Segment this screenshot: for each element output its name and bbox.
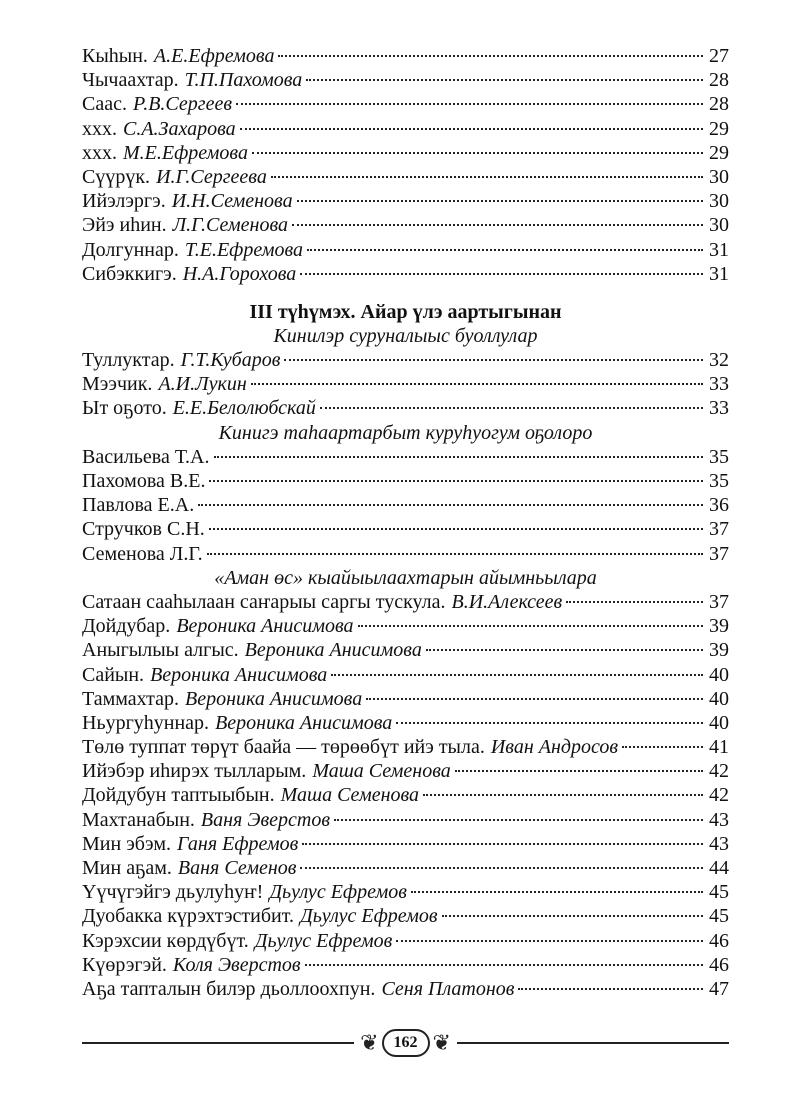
dot-leader [518, 988, 703, 990]
entry-page-number: 27 [709, 45, 729, 67]
entry-title: Павлова Е.А. [82, 494, 195, 517]
toc-entry [82, 372, 729, 396]
toc-entry [82, 953, 729, 977]
toc-entry [82, 262, 729, 286]
entry-author: Ваня Семенов [177, 857, 297, 879]
entry-title: Таммахтар. [82, 687, 180, 710]
entry-title: Стручков С.Н. [82, 518, 205, 541]
subsection-heading-contest-winners: «Аман өс» кыайыылаахтарын айымньылара [214, 566, 597, 589]
entry-page-number: 39 [709, 615, 729, 638]
entry-page-number: 40 [709, 711, 729, 734]
toc-entry [82, 880, 729, 904]
entry-title: Кэрэхсии көрдүбүт. [82, 929, 249, 952]
toc-list-book-authors [82, 445, 729, 566]
entry-page-number: 42 [709, 760, 729, 783]
dot-leader [292, 224, 703, 226]
entry-title: Ыт оҕото. [82, 397, 167, 420]
toc-entry [82, 445, 729, 469]
entry-page-number: 47 [709, 977, 729, 1000]
dot-leader [622, 746, 703, 748]
entry-title: Сибэккигэ. [82, 262, 177, 285]
dot-leader [306, 79, 703, 81]
toc-entry [82, 165, 729, 189]
toc-entry [82, 977, 729, 1001]
entry-author: Ваня Эверстов [200, 808, 331, 831]
entry-title: Төлө туппат төрүт баайа — төрөөбүт ийэ тыла. [82, 736, 485, 759]
toc-entry [82, 735, 729, 759]
toc-entry [82, 687, 729, 711]
dot-leader [334, 819, 703, 821]
dot-leader [209, 528, 703, 530]
toc-entry [82, 517, 729, 541]
toc-entry [82, 590, 729, 614]
entry-title: ххх. [82, 117, 117, 140]
dot-leader [331, 674, 703, 676]
entry-page-number: 35 [709, 445, 729, 468]
toc-entry [82, 117, 729, 141]
toc-entry [82, 348, 729, 372]
toc-entry [82, 638, 729, 662]
entry-page-number: 33 [709, 373, 729, 396]
dot-leader [278, 55, 703, 57]
ornament-right-icon: ❦ [432, 1030, 451, 1055]
dot-leader [423, 794, 703, 796]
entry-author: Сеня Платонов [381, 977, 515, 1000]
dot-leader [358, 625, 703, 627]
toc-entry [82, 711, 729, 735]
dot-leader [366, 698, 703, 700]
entry-page-number: 30 [709, 214, 729, 237]
entry-author: Коля Эверстов [172, 953, 301, 976]
toc-list-journalists [82, 348, 729, 421]
toc-entry [82, 44, 729, 68]
entry-page-number: 45 [709, 881, 729, 904]
entry-page-number: 31 [709, 262, 729, 285]
entry-title: Дойдубун таптыыбын. [82, 784, 275, 807]
table-of-contents [82, 44, 729, 1001]
entry-author: В.И.Алексеев [451, 590, 563, 613]
entry-title: Мээчик. [82, 373, 153, 396]
entry-page-number: 30 [709, 165, 729, 188]
entry-author: Дьулус Ефремов [299, 905, 438, 928]
toc-entry [82, 469, 729, 493]
entry-title: Пахомова В.Е. [82, 470, 206, 492]
dot-leader [426, 649, 703, 651]
dot-leader [455, 770, 703, 772]
entry-title: Мин эбэм. [82, 832, 172, 855]
entry-title: ххх. [82, 141, 117, 164]
entry-title: Семенова Л.Г. [82, 542, 203, 565]
entry-title: Аҕа тапталын билэр дьоллоохпун. [82, 977, 376, 1000]
subsection-heading-book-authors: Кинигэ таһаартарбыт куруһуогум оҕолоро [218, 421, 593, 444]
dot-leader [305, 964, 703, 966]
dot-leader [302, 843, 703, 845]
entry-page-number: 33 [709, 397, 729, 420]
toc-entry [82, 929, 729, 953]
entry-title: Саас. [82, 93, 127, 116]
toc-entry [82, 238, 729, 262]
dot-leader [251, 383, 703, 385]
entry-author: А.И.Лукин [158, 373, 247, 396]
entry-title: Эйэ иһин. [82, 214, 167, 237]
entry-title: Үүчүгэйгэ дьулуһуҥ! [82, 881, 264, 904]
entry-page-number: 37 [709, 542, 729, 565]
entry-author: Н.А.Горохова [182, 262, 297, 285]
entry-title: Дойдубар. [82, 615, 171, 638]
toc-entry [82, 141, 729, 165]
entry-page-number: 40 [709, 663, 729, 686]
entry-title: Ньургуһуннар. [82, 711, 210, 734]
toc-entry [82, 832, 729, 856]
entry-page-number: 39 [709, 639, 729, 662]
entry-page-number: 29 [709, 141, 729, 164]
entry-author: Ганя Ефремов [177, 832, 299, 855]
entry-page-number: 46 [709, 929, 729, 952]
subsection-heading-journalists: Кинилэр суруналыыс буоллулар [273, 324, 538, 347]
toc-entry [82, 189, 729, 213]
dot-leader [198, 504, 703, 506]
entry-page-number: 37 [709, 590, 729, 613]
toc-entry [82, 213, 729, 237]
entry-page-number: 42 [709, 784, 729, 807]
entry-title: Кыһын. [82, 45, 148, 67]
section-title: III түһүмэх. Айар үлэ аартыгынан [249, 300, 562, 323]
entry-author: Г.Т.Кубаров [180, 349, 281, 372]
entry-page-number: 45 [709, 905, 729, 928]
dot-leader [320, 407, 703, 409]
entry-title: Мин аҕам. [82, 857, 172, 879]
entry-author: Иван Андросов [490, 736, 619, 759]
entry-author: Дьулус Ефремов [254, 929, 393, 952]
entry-page-number: 36 [709, 494, 729, 517]
entry-author: Дьулус Ефремов [269, 881, 407, 904]
entry-page-number: 35 [709, 470, 729, 492]
toc-entry [82, 904, 729, 928]
entry-author: Вероника Анисимова [244, 639, 422, 662]
dot-leader [240, 128, 703, 130]
dot-leader [236, 103, 703, 105]
footer-rule-right [457, 1042, 729, 1044]
dot-leader [252, 152, 703, 154]
dot-leader [209, 480, 703, 482]
toc-entry [82, 493, 729, 517]
entry-page-number: 46 [709, 953, 729, 976]
entry-title: Сайын. [82, 663, 145, 686]
entry-title: Васильева Т.А. [82, 445, 210, 468]
dot-leader [442, 915, 703, 917]
entry-author: Вероника Анисимова [215, 711, 393, 734]
entry-title: Дуобакка күрэхтэстибит. [82, 905, 294, 928]
entry-page-number: 44 [709, 857, 729, 879]
toc-entry [82, 856, 729, 880]
dot-leader [300, 867, 703, 869]
footer-rule-left [82, 1042, 354, 1044]
entry-title: Чычаахтар. [82, 69, 179, 92]
entry-author: И.Н.Семенова [171, 190, 293, 213]
toc-entry [82, 759, 729, 783]
dot-leader [307, 249, 703, 251]
entry-title: Ийэбэр иһирэх тылларым. [82, 760, 307, 783]
entry-author: Вероника Анисимова [176, 615, 354, 638]
entry-page-number: 40 [709, 687, 729, 710]
entry-title: Махтанабын. [82, 808, 195, 831]
toc-entry [82, 614, 729, 638]
toc-entry [82, 808, 729, 832]
entry-title: Туллуктар. [82, 349, 175, 372]
entry-author: М.Е.Ефремова [123, 141, 248, 164]
toc-entry [82, 783, 729, 807]
entry-page-number: 29 [709, 117, 729, 140]
entry-author: Т.Е.Ефремова [184, 238, 304, 261]
entry-title: Долгуннар. [82, 238, 179, 261]
toc-list-top [82, 44, 729, 286]
toc-entry [82, 542, 729, 566]
toc-entry [82, 68, 729, 92]
dot-leader [214, 456, 704, 458]
toc-entry [82, 92, 729, 116]
entry-page-number: 28 [709, 69, 729, 92]
dot-leader [300, 273, 703, 275]
entry-page-number: 43 [709, 808, 729, 831]
entry-author: Вероника Анисимова [185, 687, 363, 710]
dot-leader [396, 722, 703, 724]
entry-author: Маша Семенова [280, 784, 420, 807]
toc-entry [82, 663, 729, 687]
entry-title: Сатаан сааһылаан саҥарыы саргы тускула. [82, 590, 446, 613]
dot-leader [411, 891, 703, 893]
entry-title: Күөрэгэй. [82, 953, 167, 976]
entry-page-number: 28 [709, 93, 729, 116]
entry-author: Вероника Анисимова [150, 663, 328, 686]
toc-entry [82, 396, 729, 420]
entry-page-number: 31 [709, 238, 729, 261]
entry-author: Маша Семенова [312, 760, 451, 783]
entry-author: С.А.Захарова [123, 117, 236, 140]
page-footer [82, 1025, 729, 1061]
entry-author: И.Г.Сергеева [156, 165, 267, 188]
page-number: 162 [382, 1029, 430, 1057]
entry-author: Т.П.Пахомова [184, 69, 303, 92]
entry-author: Л.Г.Семенова [172, 214, 288, 237]
dot-leader [566, 601, 703, 603]
entry-page-number: 41 [709, 736, 729, 759]
dot-leader [284, 359, 703, 361]
dot-leader [271, 176, 703, 178]
entry-title: Ийэлэргэ. [82, 190, 166, 213]
dot-leader [396, 940, 703, 942]
dot-leader [207, 553, 703, 555]
entry-title: Аныгылыы алгыс. [82, 639, 239, 662]
dot-leader [297, 200, 703, 202]
entry-author: А.Е.Ефремова [153, 45, 275, 67]
page-number-badge [360, 1029, 451, 1057]
entry-page-number: 32 [709, 349, 729, 372]
entry-page-number: 43 [709, 832, 729, 855]
entry-page-number: 37 [709, 518, 729, 541]
entry-page-number: 30 [709, 190, 729, 213]
toc-list-contest-winners [82, 590, 729, 1001]
entry-title: Сүүрүк. [82, 165, 151, 188]
entry-author: Р.В.Сергеев [132, 93, 233, 116]
entry-author: Е.Е.Белолюбскай [172, 397, 316, 420]
ornament-left-icon: ❦ [360, 1030, 379, 1055]
